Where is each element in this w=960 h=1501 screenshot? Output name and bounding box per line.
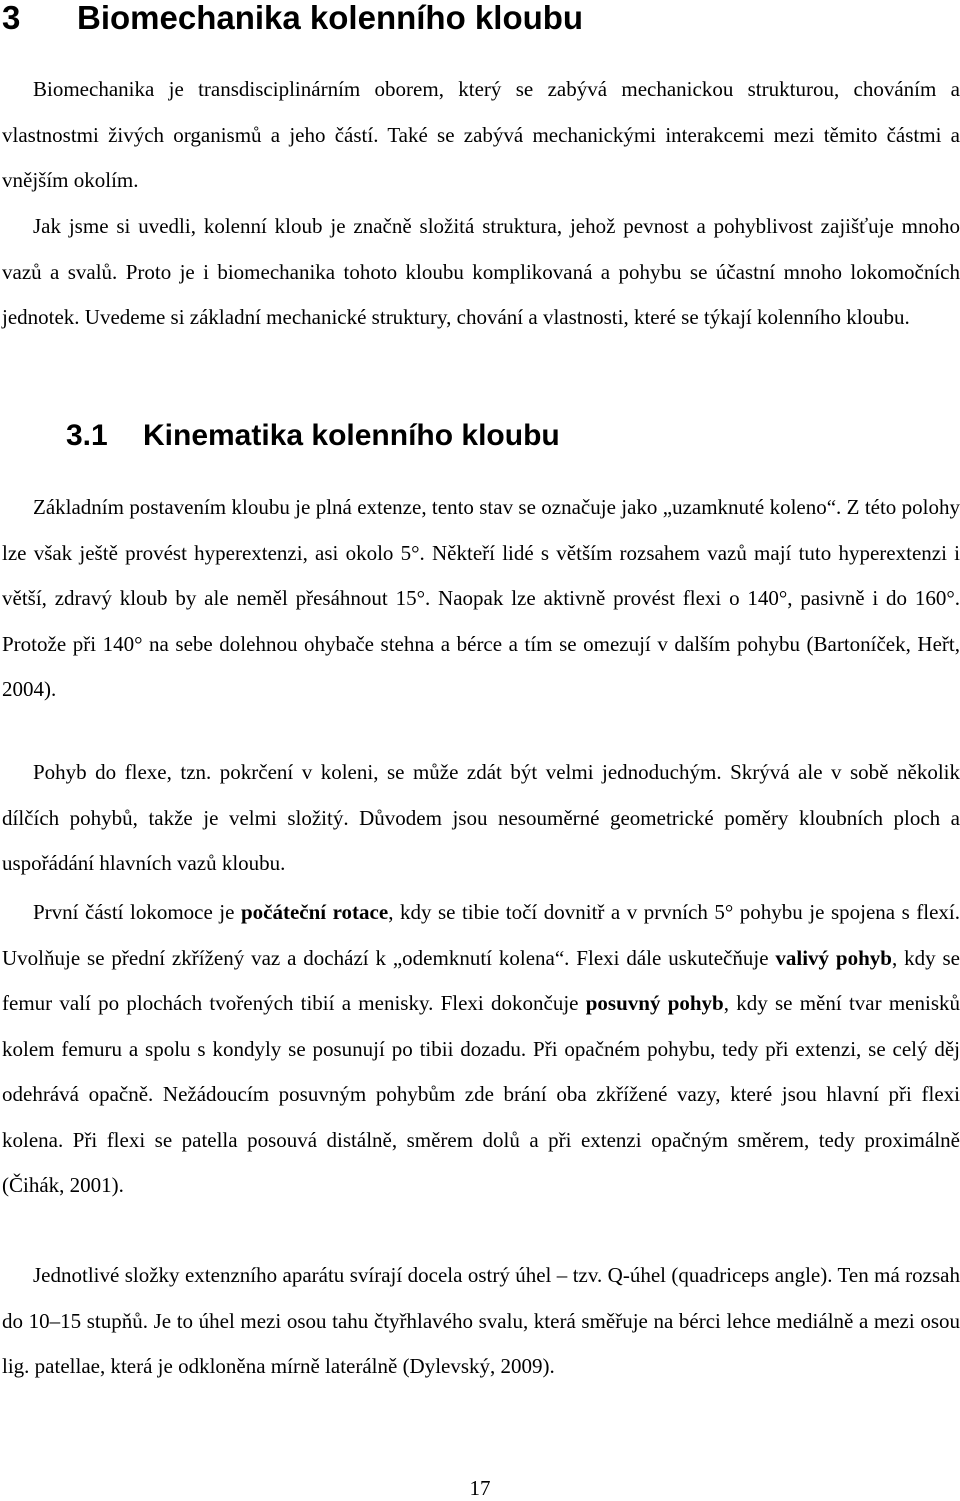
body-paragraph-4: Pohyb do flexe, tzn. pokrčení v koleni, se může zdát být velmi jednoduchým. Skrývá ale v sobě několik dílčích pohybů, takže je velmi složitý. Důvodem jsou nesouměrné geometrické poměry kloubních ploch a uspořádání hlavních vazů kloubu.	[2, 760, 960, 875]
chapter-heading	[0, 0, 960, 36]
section-title: Kinematika kolenního kloubu	[143, 419, 560, 452]
section-heading	[0, 416, 960, 456]
section-number: 3.1	[66, 419, 108, 452]
bold-term-rolling-motion: valivý pohyb	[775, 945, 892, 970]
chapter-number: 3	[2, 0, 21, 36]
body-paragraph-6: Jednotlivé složky extenzního aparátu svírají docela ostrý úhel – tzv. Q-úhel (quadriceps angle). Ten má rozsah do 10–15 stupňů. Je to úhel mezi osou tahu čtyřhlavého svalu, která směřuje na bérci lehce mediálně a mezi osou lig. patellae, která je odkloněna mírně laterálně (Dylevský, 2009).	[2, 1263, 960, 1378]
bold-term-initial-rotation: počáteční rotace	[240, 900, 389, 924]
paragraph-text: První částí lokomoce je	[33, 900, 241, 924]
paragraph-text: , kdy se tibie točí dovnitř a v prvních 5° pohybu je spojena s flexí. Uvolňuje se přední zkřížený vaz a dochází k „odemknutí kolena“. Flexi dále uskutečňuje	[2, 900, 960, 970]
page-number: 17	[469, 1476, 491, 1500]
bold-term-sliding-motion: posuvný pohyb	[585, 991, 724, 1015]
paragraph-text: , kdy se femur valí po plochách tvořených tibií a menisky. Flexi dokončuje	[2, 945, 960, 1015]
body-paragraph-2: Jak jsme si uvedli, kolenní kloub je značně složitá struktura, jehož pevnost a pohyblivost zajišťuje mnoho vazů a svalů. Proto je i biomechanika tohoto kloubu komplikovaná a pohybu se účastní mnoho lokomočních jednotek. Uvedeme si základní mechanické struktury, chování a vlastnosti, které se týkají kolenního kloubu.	[2, 214, 960, 329]
body-paragraph-1: Biomechanika je transdisciplinárním oborem, který se zabývá mechanickou strukturou, chováním a vlastnostmi živých organismů a jeho částí. Také se zabývá mechanickými interakcemi mezi těmito částmi a vnějším okolím.	[2, 77, 960, 192]
body-paragraph-3: Základním postavením kloubu je plná extenze, tento stav se označuje jako „uzamknuté koleno“. Z této polohy lze však ještě provést hyperextenzi, asi okolo 5°. Někteří lidé s větším rozsahem vazů mají tuto hyperextenzi i větší, zdravý kloub by ale neměl přesáhnout 15°. Naopak lze aktivně provést flexi o 140°, pasivně i do 160°. Protože při 140° na sebe dolehnou ohybače stehna a bérce a tím se omezují v dalším pohybu (Bartoníček, Heřt, 2004).	[2, 495, 960, 701]
paragraph-text: , kdy se mění tvar menisků kolem femuru a spolu s kondyly se posunují po tibii dozadu. Při opačném pohybu, tedy při extenzi, se celý děj odehrává opačně. Nežádoucím posuvným pohybům zde brání oba zkřížené vazy, které jsou hlavní při flexi kolena. Při flexi se patella posouvá distálně, směrem dolů a při extenzi opačným směrem, tedy proximálně (Čihák, 2001).	[2, 991, 960, 1197]
body-paragraph-5	[2, 890, 960, 1209]
chapter-title: Biomechanika kolenního kloubu	[77, 0, 584, 36]
